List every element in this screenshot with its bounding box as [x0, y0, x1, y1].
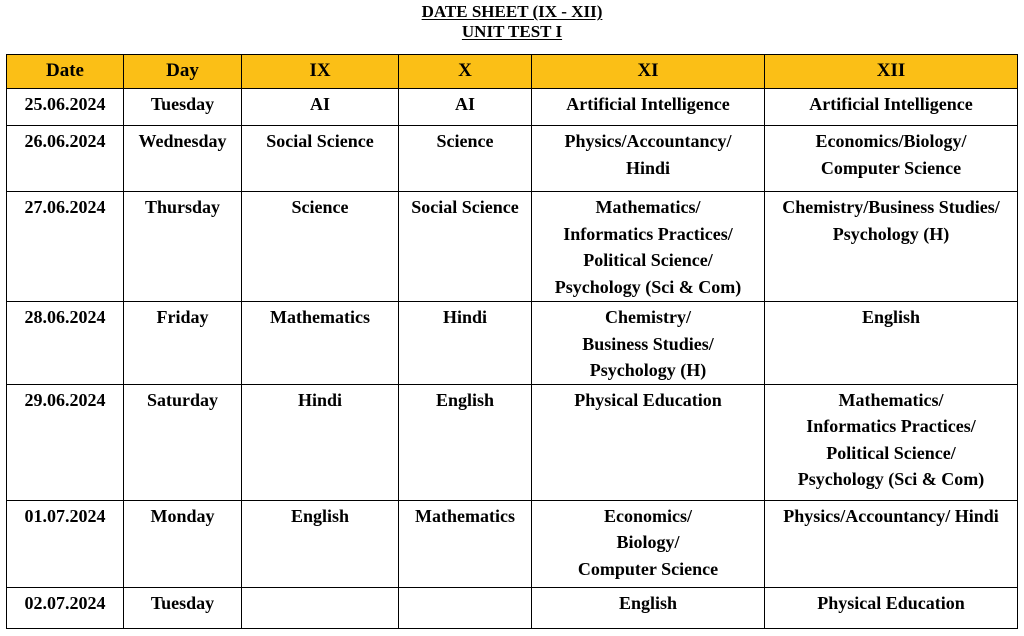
cell-line: English [435, 389, 495, 410]
cell-line: English [290, 505, 350, 526]
cell-xii [765, 500, 1018, 587]
cell-date: 29.06.2024 [7, 384, 124, 500]
cell-xi [532, 89, 765, 126]
cell-line: Computer Science [577, 558, 719, 579]
cell-line: Social Science [266, 131, 374, 151]
cell-line: Chemistry/ [605, 307, 691, 327]
cell-ix [242, 192, 399, 302]
cell-x [399, 126, 532, 192]
cell-line: Psychology (H) [832, 223, 950, 244]
cell-line: Physical Education [817, 592, 965, 613]
cell-x [399, 302, 532, 385]
cell-x [399, 89, 532, 126]
cell-line: Mathematics/ [838, 389, 944, 410]
cell-ix [242, 126, 399, 192]
table-row [7, 302, 1018, 385]
cell-xii [765, 587, 1018, 628]
cell-line: Mathematics/ [595, 197, 701, 217]
cell-line: Physical Education [574, 389, 722, 410]
cell-xi [532, 587, 765, 628]
header-x: X [399, 55, 532, 89]
cell-day: Tuesday [124, 89, 242, 126]
cell-line: Economics/ [604, 505, 692, 526]
cell-line: English [618, 592, 678, 613]
cell-line: Political Science/ [826, 442, 956, 463]
table-row [7, 126, 1018, 192]
cell-date: 02.07.2024 [7, 587, 124, 628]
cell-line: Political Science/ [583, 250, 713, 270]
cell-line: Psychology (H) [589, 360, 707, 380]
table-header-row [7, 55, 1018, 89]
cell-xii [765, 126, 1018, 192]
cell-date: 01.07.2024 [7, 500, 124, 587]
cell-xii [765, 192, 1018, 302]
cell-xi [532, 192, 765, 302]
header-xii: XII [765, 55, 1018, 89]
header-xi: XI [532, 55, 765, 89]
cell-line: Science [291, 197, 349, 217]
cell-xii [765, 89, 1018, 126]
cell-xi [532, 384, 765, 500]
cell-x [399, 384, 532, 500]
cell-line: Physics/Accountancy/ [564, 131, 732, 151]
table-body [7, 89, 1018, 629]
cell-line: Artificial Intelligence [566, 94, 730, 114]
cell-xi [532, 302, 765, 385]
cell-line: Hindi [297, 389, 343, 410]
cell-ix [242, 89, 399, 126]
cell-day: Thursday [124, 192, 242, 302]
cell-line: Informatics Practices/ [806, 416, 976, 436]
table-row [7, 587, 1018, 628]
cell-day: Saturday [124, 384, 242, 500]
cell-ix [242, 500, 399, 587]
date-sheet-table [6, 54, 1018, 629]
cell-day: Tuesday [124, 587, 242, 628]
cell-line: English [861, 307, 921, 327]
table-row [7, 89, 1018, 126]
cell-line: Computer Science [820, 157, 962, 178]
cell-ix [242, 587, 399, 628]
cell-line: Business Studies/ [582, 333, 714, 354]
page-subtitle: UNIT TEST I [461, 22, 563, 41]
cell-line: Biology/ [616, 532, 680, 552]
cell-line: Psychology (Sci & Com) [797, 469, 985, 489]
cell-date: 28.06.2024 [7, 302, 124, 385]
cell-x [399, 192, 532, 302]
cell-line: Hindi [442, 307, 488, 327]
cell-line: AI [309, 94, 330, 114]
cell-day: Monday [124, 500, 242, 587]
header-day: Day [124, 55, 242, 89]
table-row [7, 192, 1018, 302]
page-title: DATE SHEET (IX - XII) [421, 2, 603, 21]
cell-x [399, 587, 532, 628]
cell-line: Artificial Intelligence [809, 94, 973, 114]
cell-date: 25.06.2024 [7, 89, 124, 126]
cell-line: Mathematics [270, 307, 370, 327]
cell-xii [765, 384, 1018, 500]
cell-xii [765, 302, 1018, 385]
cell-ix [242, 384, 399, 500]
cell-line: Economics/Biology/ [815, 131, 967, 151]
cell-line: Mathematics [415, 505, 515, 526]
cell-line: Psychology (Sci & Com) [554, 276, 742, 297]
cell-date: 27.06.2024 [7, 192, 124, 302]
cell-line: Social Science [411, 197, 519, 217]
cell-xi [532, 126, 765, 192]
table-row [7, 384, 1018, 500]
cell-line: Chemistry/Business Studies/ [782, 197, 1000, 217]
cell-date: 26.06.2024 [7, 126, 124, 192]
header-ix: IX [242, 55, 399, 89]
cell-line: Informatics Practices/ [563, 223, 733, 244]
cell-ix [242, 302, 399, 385]
header-date: Date [7, 55, 124, 89]
table-row [7, 500, 1018, 587]
cell-day: Friday [124, 302, 242, 385]
cell-xi [532, 500, 765, 587]
cell-day: Wednesday [124, 126, 242, 192]
cell-line: Physics/Accountancy/ Hindi [783, 505, 999, 526]
cell-line: AI [454, 94, 475, 114]
cell-line: Science [436, 131, 494, 151]
cell-x [399, 500, 532, 587]
cell-line: Hindi [625, 157, 671, 178]
